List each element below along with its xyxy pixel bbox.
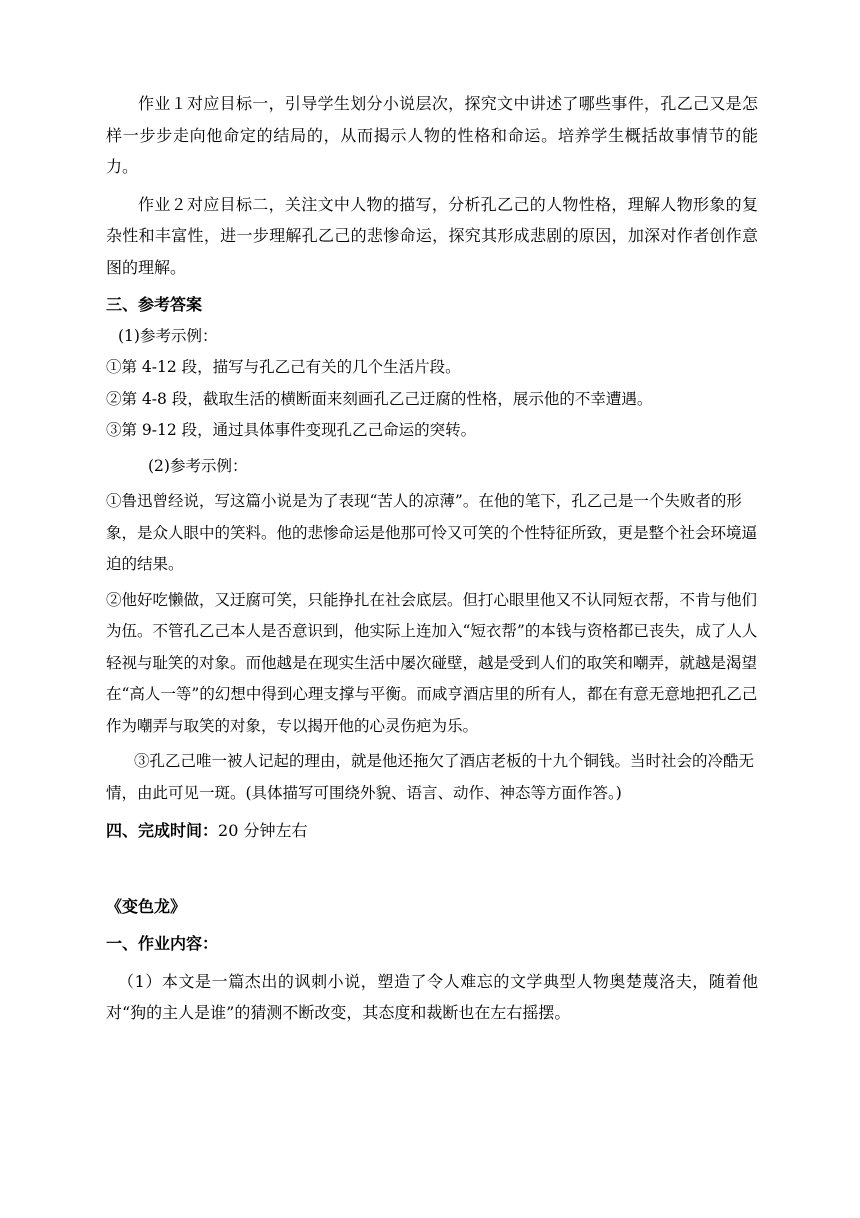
answer-2-label: (2)参考示例： — [148, 456, 248, 475]
answer-2-item-2: ②他好吃懒做，又迂腐可笑，只能挣扎在社会底层。但打心眼里他又不认同短衣帮，不肯与他们为伍。不管孔乙己本人是否意识到，他实际上连加入“短衣帮”的本钱与资格都已丧失，成了人人轻视与耻笑的对象。而他越是在现实生活中屡次碰壁，越是受到人们的取笑和嘲弄，就越是渴望在“高人一等”的幻想中得到心理支撑与平衡。而咸亨酒店里的所有人，都在有意无意地把孔乙己作为嘲弄与取笑的对象，专以揭开他的心灵伤疤为乐。 — [106, 590, 758, 735]
paragraph-homework-1: 作业１对应目标一，引导学生划分小说层次，探究文中讲述了哪些事件，孔乙己又是怎样一步步走向他命定的结局的，从而揭示人物的性格和命运。培养学生概括故事情节的能力。 — [106, 94, 758, 176]
answer-2-item-1: ①鲁迅曾经说，写这篇小说是为了表现“苦人的凉薄”。在他的笔下，孔乙己是一个失败者的形象，是众人眼中的笑料。他的悲惨命运是他那可怜又可笑的个性特征所致，更是整个社会环境逼迫的结果。 — [106, 492, 758, 573]
spacer — [106, 847, 758, 891]
time-value: 20 分钟左右 — [218, 821, 308, 840]
section-heading-content: 一、作业内容： — [106, 934, 219, 953]
answer-1-label: (1)参考示例： — [118, 326, 218, 345]
section-heading-answers: 三、参考答案 — [106, 295, 203, 314]
section-heading-time — [106, 815, 758, 847]
answer-2-item-3: ③孔乙己唯一被人记起的理由，就是他还拖欠了酒店老板的十九个铜钱。当时社会的冷酷无情，由此可见一斑。(具体描写可围绕外貌、语言、动作、神态等方面作答。) — [106, 752, 755, 802]
work-title: 《变色龙》 — [106, 896, 187, 916]
answer-1-item-3: ③第 9-12 段，通过具体事件变现孔乙己命运的突转。 — [106, 421, 477, 439]
paragraph-content-1: （1）本文是一篇杰出的讽刺小说，塑造了令人难忘的文学典型人物奥楚蔑洛夫，随着他对“狗的主人是谁”的猜测不断改变，其态度和裁断也在左右摇摆。 — [106, 971, 758, 1022]
paragraph-homework-2: 作业２对应目标二，关注文中人物的描写，分析孔乙己的人物性格，理解人物形象的复杂性和丰富性，进一步理解孔乙己的悲惨命运，探究其形成悲剧的原因，加深对作者创作意图的理解。 — [106, 194, 758, 277]
answer-1-item-2: ②第 4-8 段，截取生活的横断面来刻画孔乙己迂腐的性格，展示他的不幸遭遇。 — [106, 389, 653, 408]
document-page — [106, 88, 758, 1029]
time-label: 四、完成时间： — [106, 821, 219, 840]
answer-1-item-1: ①第 4-12 段，描写与孔乙己有关的几个生活片段。 — [106, 358, 461, 376]
